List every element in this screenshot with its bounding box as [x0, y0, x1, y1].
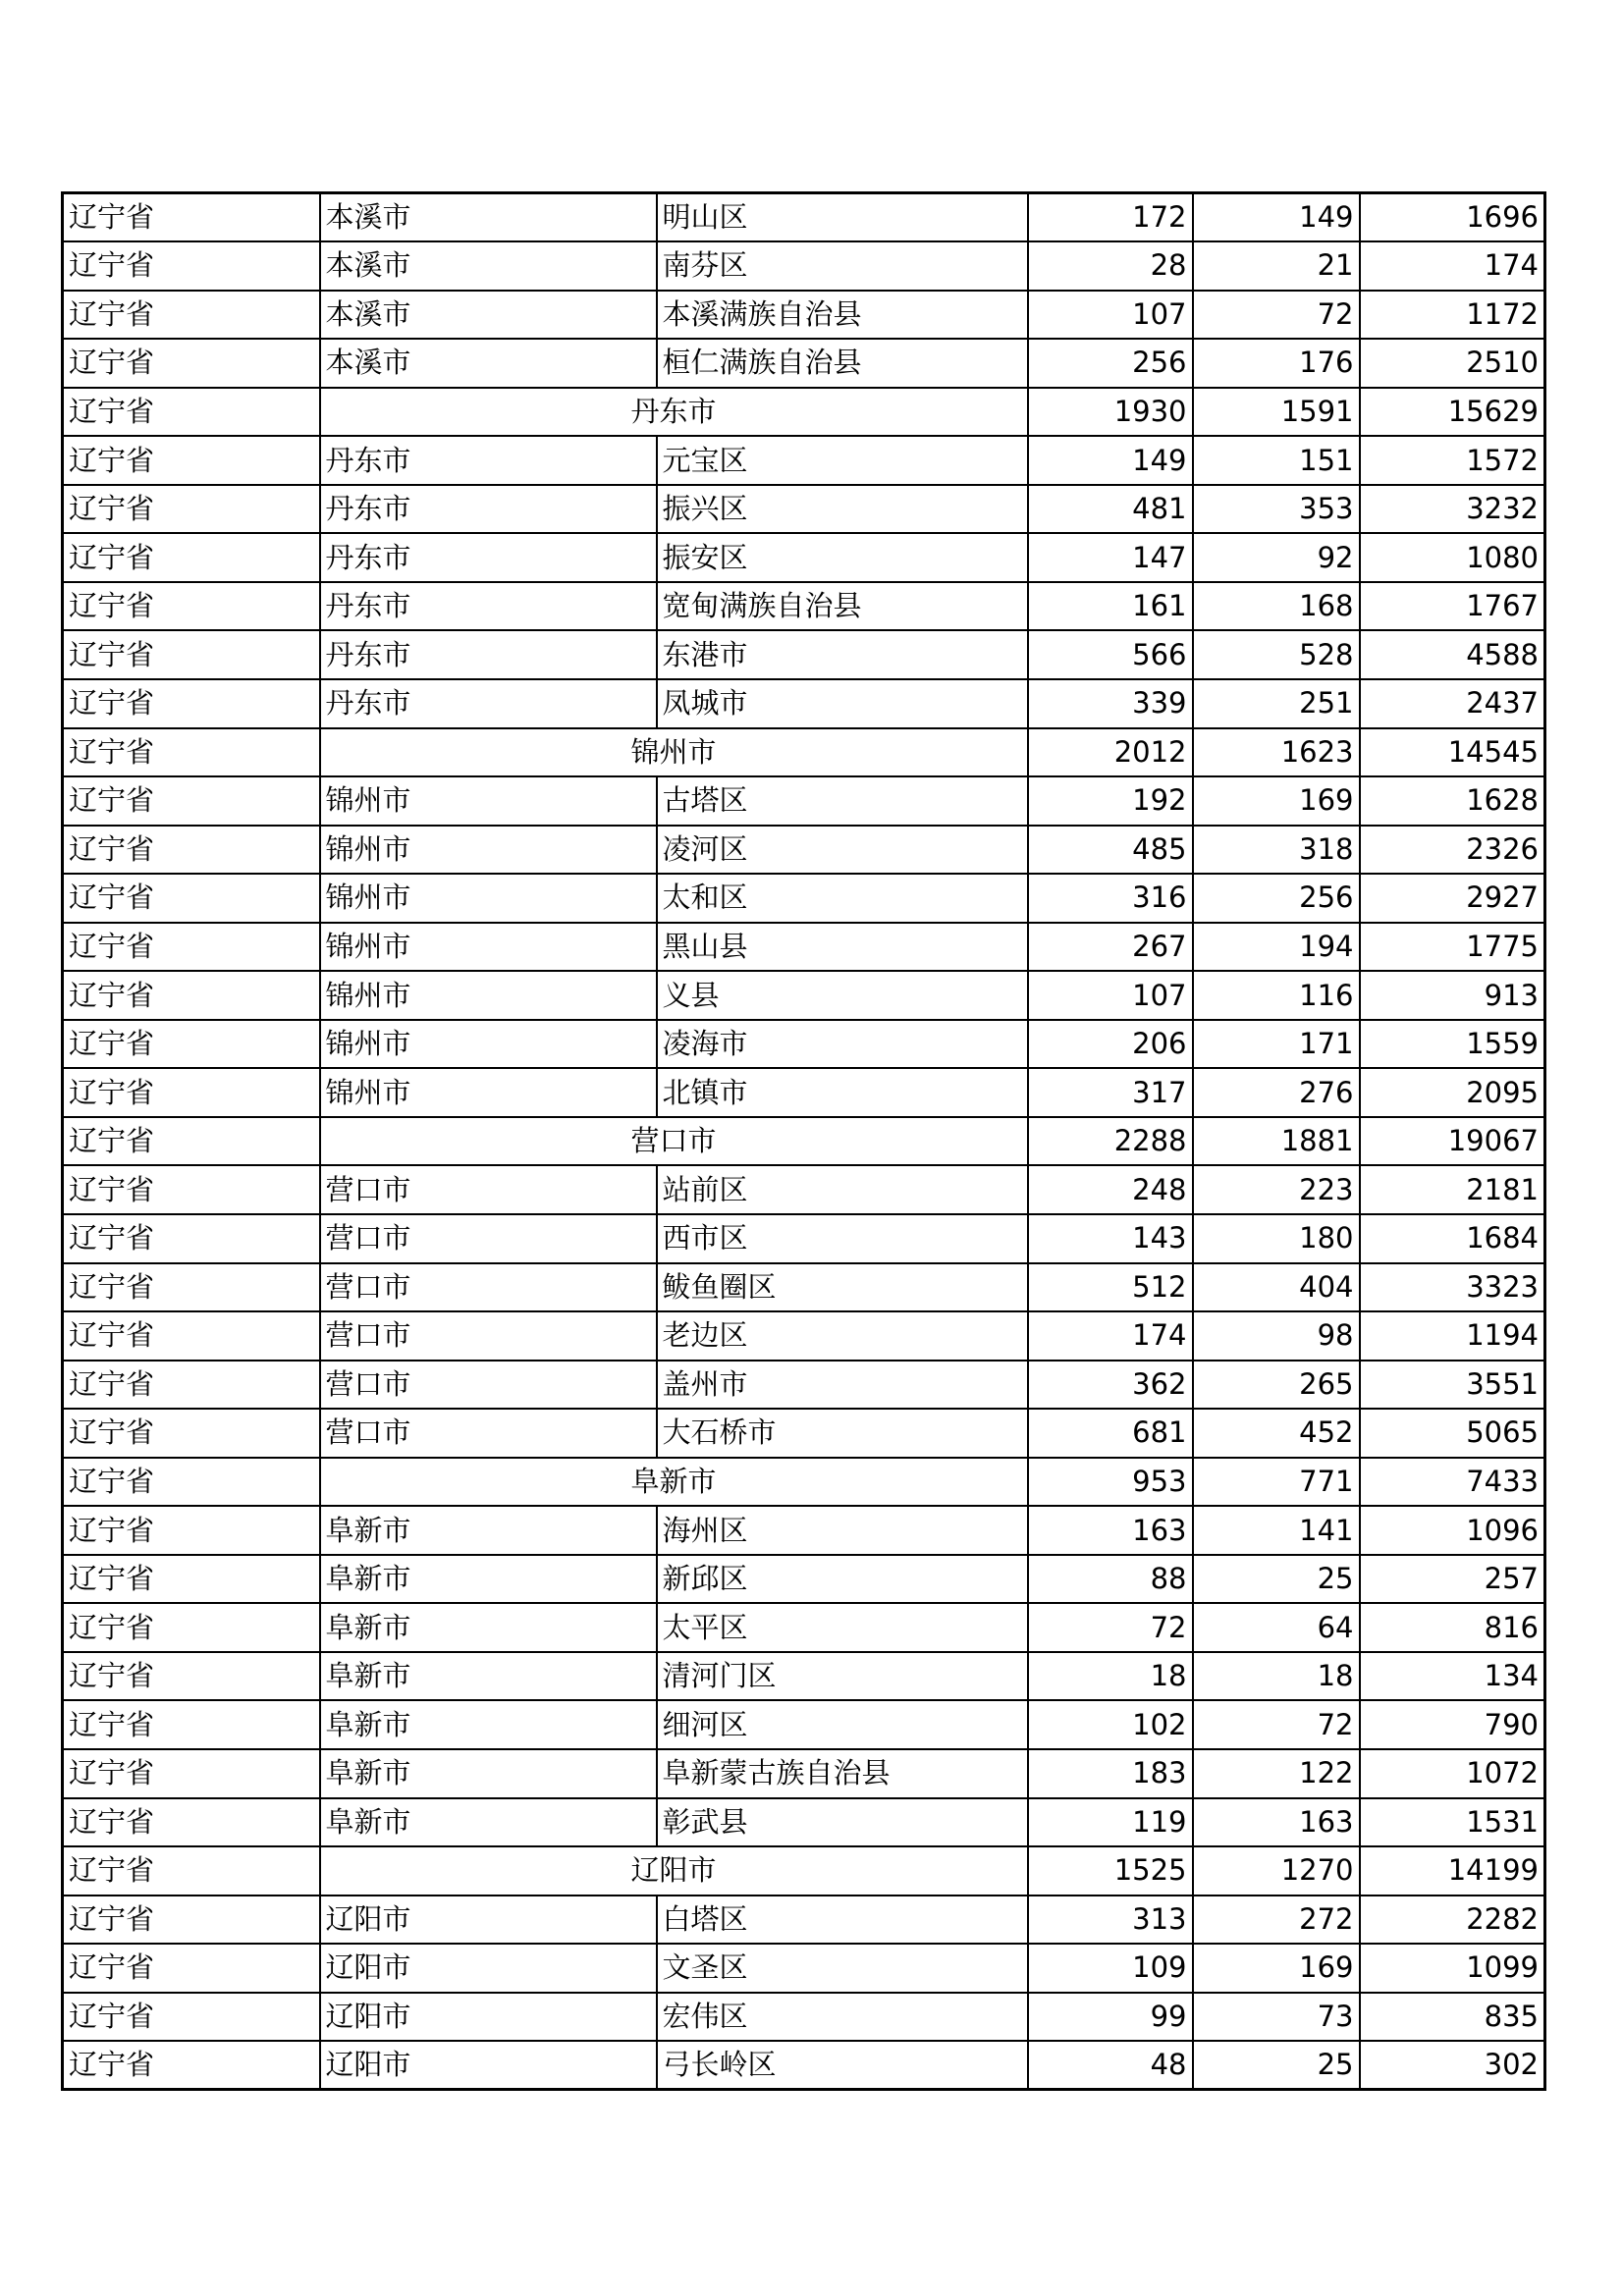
value-cell-2: 1270 [1193, 1846, 1360, 1896]
district-cell: 元宝区 [657, 436, 1028, 485]
city-cell: 阜新市 [320, 1506, 657, 1555]
value-cell-3: 5065 [1360, 1409, 1545, 1458]
value-cell-2: 272 [1193, 1896, 1360, 1945]
value-cell-1: 566 [1028, 630, 1193, 679]
value-cell-3: 302 [1360, 2041, 1545, 2090]
value-cell-2: 25 [1193, 2041, 1360, 2090]
value-cell-1: 119 [1028, 1798, 1193, 1847]
value-cell-1: 481 [1028, 485, 1193, 534]
value-cell-1: 109 [1028, 1944, 1193, 1993]
value-cell-2: 73 [1193, 1993, 1360, 2042]
city-total-row [63, 1117, 1545, 1166]
table-row [63, 485, 1545, 534]
table-row [63, 193, 1545, 242]
statistics-table [61, 191, 1546, 2091]
city-cell: 丹东市 [320, 582, 657, 631]
value-cell-3: 1767 [1360, 582, 1545, 631]
district-cell: 宏伟区 [657, 1993, 1028, 2042]
district-cell: 西市区 [657, 1214, 1028, 1263]
province-cell: 辽宁省 [63, 533, 320, 582]
province-cell: 辽宁省 [63, 1458, 320, 1507]
table-row [63, 1555, 1545, 1604]
value-cell-2: 528 [1193, 630, 1360, 679]
value-cell-3: 257 [1360, 1555, 1545, 1604]
province-cell: 辽宁省 [63, 1896, 320, 1945]
value-cell-2: 180 [1193, 1214, 1360, 1263]
table-row [63, 1165, 1545, 1214]
city-total-row [63, 1846, 1545, 1896]
value-cell-1: 512 [1028, 1263, 1193, 1312]
province-cell: 辽宁省 [63, 874, 320, 923]
value-cell-1: 2012 [1028, 728, 1193, 777]
district-cell: 鲅鱼圈区 [657, 1263, 1028, 1312]
city-cell: 阜新市 [320, 1749, 657, 1798]
value-cell-1: 28 [1028, 241, 1193, 291]
city-cell: 辽阳市 [320, 1896, 657, 1945]
province-cell: 辽宁省 [63, 630, 320, 679]
province-cell: 辽宁省 [63, 436, 320, 485]
table-row [63, 826, 1545, 875]
value-cell-2: 1591 [1193, 388, 1360, 437]
city-total-cell: 辽阳市 [320, 1846, 1028, 1896]
value-cell-2: 72 [1193, 291, 1360, 340]
province-cell: 辽宁省 [63, 1311, 320, 1361]
value-cell-1: 313 [1028, 1896, 1193, 1945]
value-cell-1: 256 [1028, 339, 1193, 388]
table-row [63, 1214, 1545, 1263]
district-cell: 振兴区 [657, 485, 1028, 534]
city-cell: 营口市 [320, 1263, 657, 1312]
value-cell-1: 72 [1028, 1603, 1193, 1652]
value-cell-1: 147 [1028, 533, 1193, 582]
district-cell: 凤城市 [657, 679, 1028, 728]
value-cell-3: 1775 [1360, 923, 1545, 972]
table-row [63, 436, 1545, 485]
province-cell: 辽宁省 [63, 1117, 320, 1166]
city-cell: 本溪市 [320, 291, 657, 340]
city-cell: 阜新市 [320, 1603, 657, 1652]
city-cell: 丹东市 [320, 679, 657, 728]
value-cell-2: 251 [1193, 679, 1360, 728]
table-row [63, 1263, 1545, 1312]
value-cell-2: 404 [1193, 1263, 1360, 1312]
city-cell: 本溪市 [320, 241, 657, 291]
city-total-cell: 营口市 [320, 1117, 1028, 1166]
province-cell: 辽宁省 [63, 2041, 320, 2090]
value-cell-1: 267 [1028, 923, 1193, 972]
table-row [63, 679, 1545, 728]
value-cell-1: 192 [1028, 776, 1193, 826]
table-row [63, 874, 1545, 923]
value-cell-1: 681 [1028, 1409, 1193, 1458]
district-cell: 站前区 [657, 1165, 1028, 1214]
value-cell-1: 143 [1028, 1214, 1193, 1263]
value-cell-3: 15629 [1360, 388, 1545, 437]
district-cell: 新邱区 [657, 1555, 1028, 1604]
value-cell-2: 318 [1193, 826, 1360, 875]
city-cell: 锦州市 [320, 1068, 657, 1117]
value-cell-3: 1531 [1360, 1798, 1545, 1847]
table-row [63, 971, 1545, 1020]
table-row [63, 1506, 1545, 1555]
value-cell-3: 1572 [1360, 436, 1545, 485]
city-cell: 辽阳市 [320, 1993, 657, 2042]
value-cell-1: 1525 [1028, 1846, 1193, 1896]
table-row [63, 1896, 1545, 1945]
province-cell: 辽宁省 [63, 241, 320, 291]
value-cell-1: 107 [1028, 291, 1193, 340]
value-cell-3: 3323 [1360, 1263, 1545, 1312]
value-cell-2: 64 [1193, 1603, 1360, 1652]
value-cell-2: 452 [1193, 1409, 1360, 1458]
district-cell: 太平区 [657, 1603, 1028, 1652]
province-cell: 辽宁省 [63, 1409, 320, 1458]
province-cell: 辽宁省 [63, 1993, 320, 2042]
value-cell-2: 21 [1193, 241, 1360, 291]
city-cell: 营口市 [320, 1214, 657, 1263]
value-cell-3: 4588 [1360, 630, 1545, 679]
city-total-row [63, 728, 1545, 777]
district-cell: 桓仁满族自治县 [657, 339, 1028, 388]
value-cell-1: 953 [1028, 1458, 1193, 1507]
district-cell: 凌河区 [657, 826, 1028, 875]
value-cell-1: 316 [1028, 874, 1193, 923]
district-cell: 大石桥市 [657, 1409, 1028, 1458]
value-cell-1: 362 [1028, 1361, 1193, 1410]
city-cell: 锦州市 [320, 1020, 657, 1069]
city-cell: 营口市 [320, 1361, 657, 1410]
value-cell-2: 72 [1193, 1700, 1360, 1749]
province-cell: 辽宁省 [63, 1700, 320, 1749]
district-cell: 振安区 [657, 533, 1028, 582]
district-cell: 弓长岭区 [657, 2041, 1028, 2090]
value-cell-3: 1096 [1360, 1506, 1545, 1555]
province-cell: 辽宁省 [63, 339, 320, 388]
value-cell-2: 171 [1193, 1020, 1360, 1069]
province-cell: 辽宁省 [63, 1068, 320, 1117]
value-cell-1: 339 [1028, 679, 1193, 728]
table-row [63, 776, 1545, 826]
value-cell-2: 149 [1193, 193, 1360, 242]
province-cell: 辽宁省 [63, 776, 320, 826]
value-cell-2: 1623 [1193, 728, 1360, 777]
table-row [63, 1068, 1545, 1117]
city-cell: 营口市 [320, 1311, 657, 1361]
value-cell-1: 107 [1028, 971, 1193, 1020]
province-cell: 辽宁省 [63, 1798, 320, 1847]
value-cell-2: 169 [1193, 1944, 1360, 1993]
value-cell-2: 25 [1193, 1555, 1360, 1604]
district-cell: 义县 [657, 971, 1028, 1020]
district-cell: 凌海市 [657, 1020, 1028, 1069]
province-cell: 辽宁省 [63, 582, 320, 631]
table-row [63, 339, 1545, 388]
table-row [63, 1798, 1545, 1847]
value-cell-1: 99 [1028, 1993, 1193, 2042]
value-cell-3: 1080 [1360, 533, 1545, 582]
table-row [63, 241, 1545, 291]
table-row [63, 1409, 1545, 1458]
city-cell: 锦州市 [320, 923, 657, 972]
city-total-cell: 锦州市 [320, 728, 1028, 777]
province-cell: 辽宁省 [63, 485, 320, 534]
value-cell-2: 771 [1193, 1458, 1360, 1507]
city-cell: 阜新市 [320, 1700, 657, 1749]
province-cell: 辽宁省 [63, 1020, 320, 1069]
table-row [63, 1311, 1545, 1361]
city-cell: 阜新市 [320, 1652, 657, 1701]
value-cell-2: 223 [1193, 1165, 1360, 1214]
district-cell: 宽甸满族自治县 [657, 582, 1028, 631]
city-cell: 营口市 [320, 1409, 657, 1458]
value-cell-2: 194 [1193, 923, 1360, 972]
city-cell: 辽阳市 [320, 1944, 657, 1993]
value-cell-3: 1696 [1360, 193, 1545, 242]
province-cell: 辽宁省 [63, 1214, 320, 1263]
district-cell: 阜新蒙古族自治县 [657, 1749, 1028, 1798]
value-cell-1: 163 [1028, 1506, 1193, 1555]
table-row [63, 1700, 1545, 1749]
value-cell-3: 2510 [1360, 339, 1545, 388]
value-cell-2: 256 [1193, 874, 1360, 923]
province-cell: 辽宁省 [63, 1846, 320, 1896]
table-row [63, 1603, 1545, 1652]
value-cell-1: 183 [1028, 1749, 1193, 1798]
value-cell-2: 163 [1193, 1798, 1360, 1847]
district-cell: 黑山县 [657, 923, 1028, 972]
value-cell-2: 168 [1193, 582, 1360, 631]
table-row [63, 291, 1545, 340]
district-cell: 细河区 [657, 1700, 1028, 1749]
value-cell-3: 2326 [1360, 826, 1545, 875]
city-cell: 本溪市 [320, 339, 657, 388]
value-cell-2: 176 [1193, 339, 1360, 388]
province-cell: 辽宁省 [63, 1603, 320, 1652]
city-cell: 锦州市 [320, 971, 657, 1020]
value-cell-1: 18 [1028, 1652, 1193, 1701]
value-cell-3: 2927 [1360, 874, 1545, 923]
city-cell: 锦州市 [320, 776, 657, 826]
province-cell: 辽宁省 [63, 1165, 320, 1214]
table-row [63, 923, 1545, 972]
city-total-cell: 阜新市 [320, 1458, 1028, 1507]
province-cell: 辽宁省 [63, 1652, 320, 1701]
value-cell-1: 88 [1028, 1555, 1193, 1604]
value-cell-2: 276 [1193, 1068, 1360, 1117]
value-cell-2: 353 [1193, 485, 1360, 534]
value-cell-1: 1930 [1028, 388, 1193, 437]
table-row [63, 1020, 1545, 1069]
district-cell: 海州区 [657, 1506, 1028, 1555]
value-cell-3: 2437 [1360, 679, 1545, 728]
value-cell-2: 18 [1193, 1652, 1360, 1701]
province-cell: 辽宁省 [63, 193, 320, 242]
city-cell: 丹东市 [320, 436, 657, 485]
city-cell: 丹东市 [320, 533, 657, 582]
value-cell-3: 19067 [1360, 1117, 1545, 1166]
value-cell-1: 48 [1028, 2041, 1193, 2090]
value-cell-2: 141 [1193, 1506, 1360, 1555]
province-cell: 辽宁省 [63, 291, 320, 340]
province-cell: 辽宁省 [63, 923, 320, 972]
city-total-cell: 丹东市 [320, 388, 1028, 437]
table-body [63, 193, 1545, 2090]
value-cell-2: 92 [1193, 533, 1360, 582]
table-row [63, 630, 1545, 679]
district-cell: 东港市 [657, 630, 1028, 679]
city-cell: 阜新市 [320, 1798, 657, 1847]
district-cell: 彰武县 [657, 1798, 1028, 1847]
value-cell-3: 913 [1360, 971, 1545, 1020]
value-cell-3: 790 [1360, 1700, 1545, 1749]
value-cell-2: 265 [1193, 1361, 1360, 1410]
value-cell-3: 1559 [1360, 1020, 1545, 1069]
province-cell: 辽宁省 [63, 1749, 320, 1798]
value-cell-1: 2288 [1028, 1117, 1193, 1166]
value-cell-3: 816 [1360, 1603, 1545, 1652]
value-cell-3: 1099 [1360, 1944, 1545, 1993]
value-cell-3: 2282 [1360, 1896, 1545, 1945]
province-cell: 辽宁省 [63, 826, 320, 875]
district-cell: 古塔区 [657, 776, 1028, 826]
value-cell-1: 161 [1028, 582, 1193, 631]
district-cell: 盖州市 [657, 1361, 1028, 1410]
city-cell: 丹东市 [320, 630, 657, 679]
value-cell-3: 1684 [1360, 1214, 1545, 1263]
table-row [63, 1944, 1545, 1993]
value-cell-3: 7433 [1360, 1458, 1545, 1507]
value-cell-2: 169 [1193, 776, 1360, 826]
value-cell-1: 102 [1028, 1700, 1193, 1749]
table-row [63, 1749, 1545, 1798]
value-cell-3: 3551 [1360, 1361, 1545, 1410]
district-cell: 南芬区 [657, 241, 1028, 291]
value-cell-3: 2095 [1360, 1068, 1545, 1117]
table-row [63, 2041, 1545, 2090]
city-cell: 本溪市 [320, 193, 657, 242]
district-cell: 北镇市 [657, 1068, 1028, 1117]
city-cell: 丹东市 [320, 485, 657, 534]
table-row [63, 582, 1545, 631]
value-cell-3: 835 [1360, 1993, 1545, 2042]
value-cell-1: 485 [1028, 826, 1193, 875]
province-cell: 辽宁省 [63, 971, 320, 1020]
province-cell: 辽宁省 [63, 1506, 320, 1555]
value-cell-2: 151 [1193, 436, 1360, 485]
value-cell-3: 1172 [1360, 291, 1545, 340]
value-cell-3: 174 [1360, 241, 1545, 291]
value-cell-1: 174 [1028, 1311, 1193, 1361]
value-cell-3: 1628 [1360, 776, 1545, 826]
district-cell: 白塔区 [657, 1896, 1028, 1945]
city-total-row [63, 1458, 1545, 1507]
district-cell: 明山区 [657, 193, 1028, 242]
table-row [63, 1361, 1545, 1410]
district-cell: 本溪满族自治县 [657, 291, 1028, 340]
province-cell: 辽宁省 [63, 1944, 320, 1993]
value-cell-1: 149 [1028, 436, 1193, 485]
value-cell-2: 122 [1193, 1749, 1360, 1798]
province-cell: 辽宁省 [63, 1361, 320, 1410]
city-cell: 锦州市 [320, 826, 657, 875]
value-cell-3: 2181 [1360, 1165, 1545, 1214]
city-cell: 阜新市 [320, 1555, 657, 1604]
city-total-row [63, 388, 1545, 437]
value-cell-3: 1072 [1360, 1749, 1545, 1798]
district-cell: 老边区 [657, 1311, 1028, 1361]
value-cell-1: 206 [1028, 1020, 1193, 1069]
value-cell-3: 1194 [1360, 1311, 1545, 1361]
province-cell: 辽宁省 [63, 1263, 320, 1312]
value-cell-2: 116 [1193, 971, 1360, 1020]
value-cell-1: 317 [1028, 1068, 1193, 1117]
city-cell: 锦州市 [320, 874, 657, 923]
table-row [63, 1993, 1545, 2042]
province-cell: 辽宁省 [63, 1555, 320, 1604]
district-cell: 文圣区 [657, 1944, 1028, 1993]
province-cell: 辽宁省 [63, 679, 320, 728]
value-cell-1: 248 [1028, 1165, 1193, 1214]
province-cell: 辽宁省 [63, 728, 320, 777]
province-cell: 辽宁省 [63, 388, 320, 437]
district-cell: 太和区 [657, 874, 1028, 923]
value-cell-3: 14199 [1360, 1846, 1545, 1896]
value-cell-3: 134 [1360, 1652, 1545, 1701]
value-cell-3: 14545 [1360, 728, 1545, 777]
city-cell: 营口市 [320, 1165, 657, 1214]
city-cell: 辽阳市 [320, 2041, 657, 2090]
value-cell-3: 3232 [1360, 485, 1545, 534]
value-cell-1: 172 [1028, 193, 1193, 242]
value-cell-2: 98 [1193, 1311, 1360, 1361]
value-cell-2: 1881 [1193, 1117, 1360, 1166]
table-row [63, 533, 1545, 582]
table-row [63, 1652, 1545, 1701]
district-cell: 清河门区 [657, 1652, 1028, 1701]
